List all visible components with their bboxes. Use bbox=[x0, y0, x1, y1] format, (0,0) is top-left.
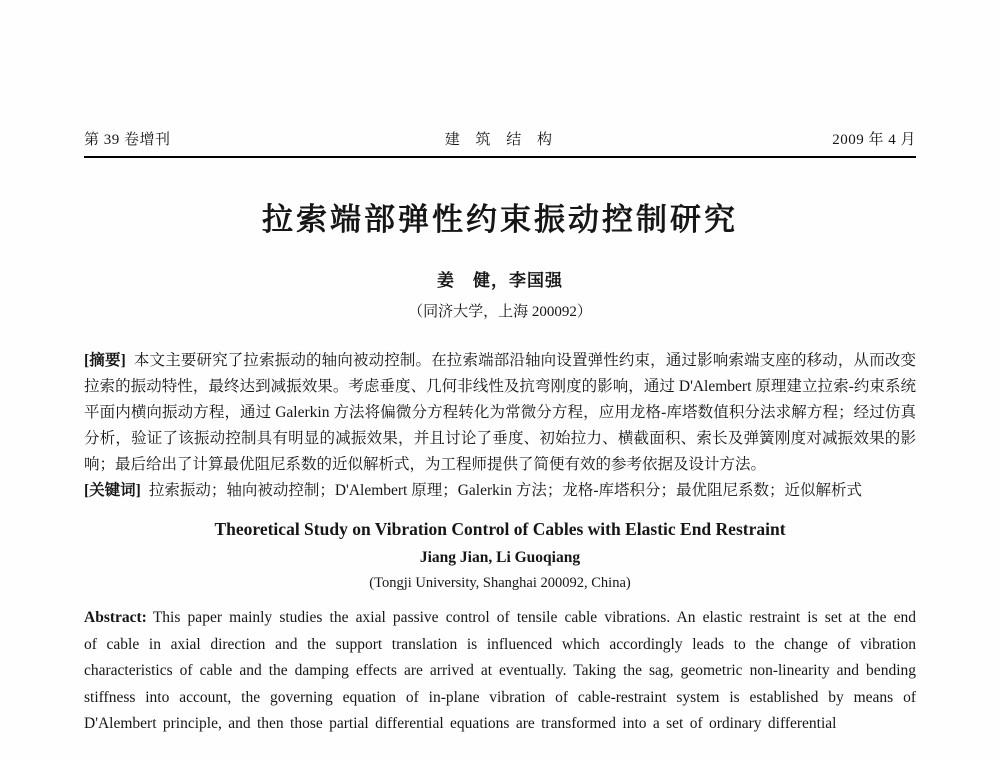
abstract-text: 本文主要研究了拉索振动的轴向被动控制。在拉索端部沿轴向设置弹性约束，通过影响索端支座的移动，从而改变拉索的振动特性，最终达到减振效果。考虑垂度、几何非线性及抗弯刚度的影响，通过 D'Alembert 原理建立拉索-约束系统平面内横向振动方程，通过 Galerkin 方法将偏微分方程转化为常微分方程，应用龙格-库塔数值积分法求解方程；经过仿真分析，验证了该振动控制具有明显的减振效果，并且讨论了垂度、初始拉力、横截面积、索长及弹簧刚度对减振效果的影响；最后给出了计算最优阻尼系数的近似解析式，为工程师提供了简便有效的参考依据及设计方法。 bbox=[84, 352, 916, 473]
english-abstract-text: This paper mainly studies the axial passive control of tensile cable vibrations. An elastic restraint is set at the end of cable in axial direction and the support translation is influenced which accordingly leads to the change of vibration characteristics of cable and the damping effects are arrived at eventually. Taking the sag, geometric non-linearity and bending stiffness into account, the governing equation of in-plane vibration of cable-restraint system is established by means of D'Alembert principle, and then those partial differential equations are transformed into a set of ordinary differential bbox=[84, 609, 916, 732]
journal-header bbox=[84, 128, 916, 149]
header-rule bbox=[84, 156, 916, 158]
journal-volume: 第 39 卷增刊 bbox=[84, 132, 171, 148]
abstract-label: [摘要] bbox=[84, 352, 126, 369]
issue-date: 2009 年 4 月 bbox=[832, 132, 916, 148]
keywords-label: [关键词] bbox=[84, 482, 141, 499]
abstract-paragraph bbox=[84, 348, 916, 478]
english-abstract-paragraph bbox=[84, 605, 916, 738]
english-affiliation: (Tongji University, Shanghai 200092, China) bbox=[369, 575, 631, 591]
journal-name: 建 筑 结 构 bbox=[444, 132, 558, 148]
authors: 姜 健，李国强 bbox=[437, 271, 563, 290]
affiliation: （同济大学，上海 200092） bbox=[408, 304, 592, 320]
keywords-paragraph bbox=[84, 478, 916, 504]
page-content bbox=[84, 0, 916, 738]
english-authors: Jiang Jian, Li Guoqiang bbox=[419, 549, 581, 566]
english-abstract-label: Abstract: bbox=[84, 609, 147, 626]
english-title: Theoretical Study on Vibration Control of Cables with Elastic End Restraint bbox=[214, 519, 786, 539]
paper-title: 拉索端部弹性约束振动控制研究 bbox=[262, 202, 738, 237]
keywords-text: 拉索振动；轴向被动控制；D'Alembert 原理；Galerkin 方法；龙格-库塔积分；最优阻尼系数；近似解析式 bbox=[148, 482, 862, 499]
